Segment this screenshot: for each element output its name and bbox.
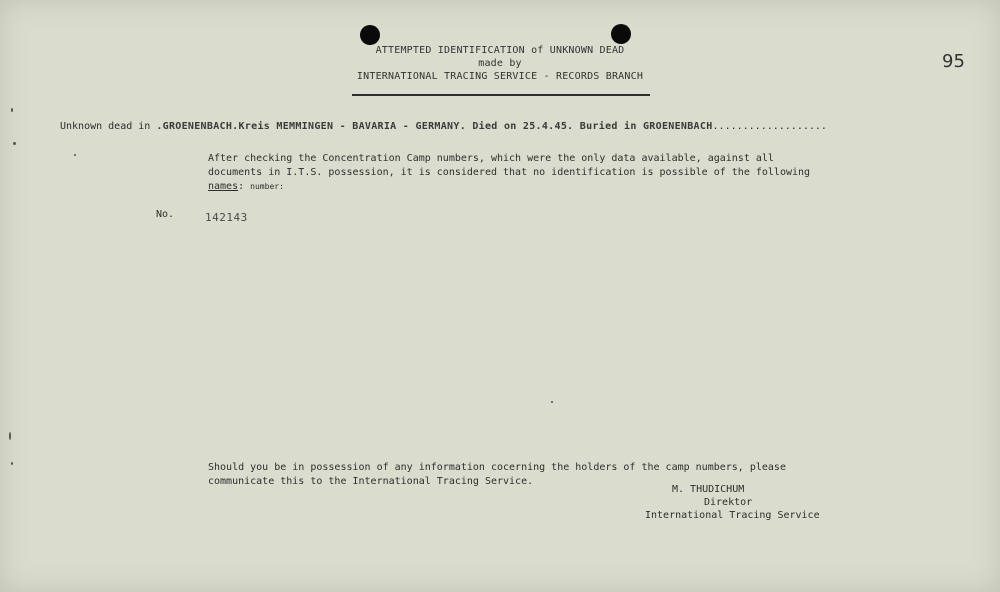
unknown-dead-label: Unknown dead in <box>60 121 151 132</box>
document-header <box>300 44 700 83</box>
punch-hole-right <box>611 24 631 44</box>
punch-hole-left <box>360 25 380 45</box>
margin-speck <box>13 142 16 145</box>
number-label: No. <box>156 209 175 220</box>
margin-speck <box>11 108 13 112</box>
burial-place-text: .GROENENBACH.Kreis MEMMINGEN - BAVARIA - GERMANY. Died on 25.4.45. Buried in GROENENBACH <box>156 121 713 132</box>
body-paragraph <box>208 152 828 194</box>
signature-name: M. THUDICHUM <box>672 484 745 495</box>
margin-speck <box>11 462 13 465</box>
unknown-dead-line <box>60 120 940 134</box>
paper-speck <box>74 154 76 156</box>
page-number: 95 <box>942 51 965 72</box>
header-organization: INTERNATIONAL TRACING SERVICE - RECORDS BRANCH <box>356 71 644 82</box>
underlined-names: names <box>208 181 239 192</box>
body-colon: : <box>238 181 245 192</box>
camp-number-value: 142143 <box>205 211 248 224</box>
header-rule <box>352 94 650 96</box>
header-made-by: made by <box>478 58 522 69</box>
dotted-leader: ................... <box>712 121 827 132</box>
overtyped-number: number: <box>250 182 284 191</box>
body-text-main: After checking the Concentration Camp numbers, which were the only data available, against all documents in I.T.S. possession, it is considered that no identification is possible of the following <box>208 153 811 178</box>
signature-title: Direktor <box>704 497 753 508</box>
margin-speck <box>9 432 11 440</box>
footer-request-text: Should you be in possession of any information cocerning the holders of the camp numbers, please communicate this to the International Tracing Service. <box>208 462 786 487</box>
paper-speck <box>551 401 553 403</box>
header-title: ATTEMPTED IDENTIFICATION of UNKNOWN DEAD <box>375 45 625 56</box>
signature-organization: International Tracing Service <box>645 510 820 521</box>
